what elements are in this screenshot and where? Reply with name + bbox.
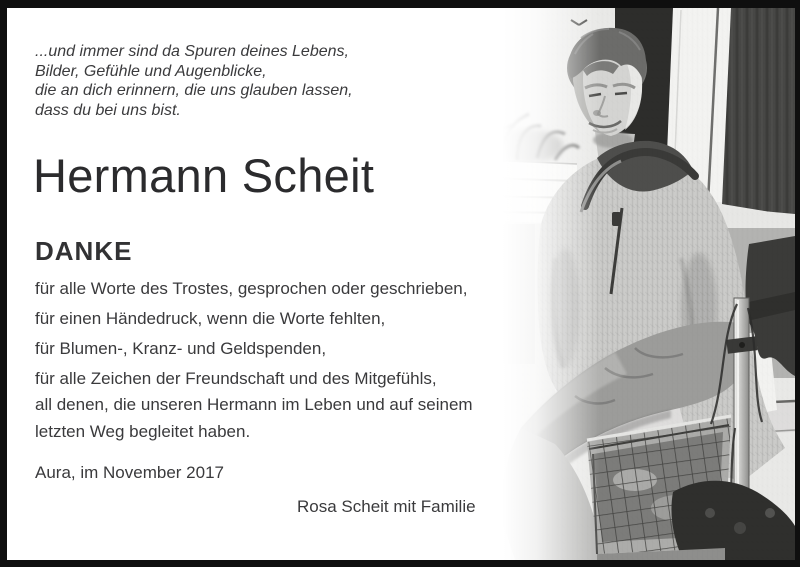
thanks-line: für alle Worte des Trostes, gesprochen oder geschrieben, — [35, 279, 468, 298]
thanks-heading: DANKE — [35, 236, 133, 266]
signature: Rosa Scheit mit Familie — [297, 497, 476, 516]
closing-text — [35, 392, 473, 445]
quote-line: dass du bei uns bist. — [35, 101, 181, 119]
thanks-line: für Blumen-, Kranz- und Geldspenden, — [35, 339, 327, 358]
thanks-list — [35, 274, 467, 394]
thanks-line: für alle Zeichen der Freundschaft und des Mitgefühls, — [35, 369, 437, 388]
quote-line: die an dich erinnern, die uns glauben lassen, — [35, 82, 353, 100]
quote-line: ...und immer sind da Spuren deines Lebens, — [35, 43, 349, 60]
quote-line: Bilder, Gefühle und Augenblicke, — [35, 62, 267, 80]
deceased-name: Hermann Scheit — [33, 149, 375, 202]
photo-grain — [485, 8, 795, 560]
dateline: Aura, im November 2017 — [35, 463, 224, 482]
notice-card — [7, 8, 795, 560]
portrait-photo — [485, 8, 795, 560]
thanks-line: für einen Händedruck, wenn die Worte fehlten, — [35, 309, 386, 328]
memorial-quote — [35, 42, 353, 120]
closing-line: all denen, die unseren Hermann im Leben und auf seinem — [35, 395, 473, 414]
portrait-photo-art — [485, 8, 795, 560]
closing-line: letzten Weg begleitet haben. — [35, 421, 251, 441]
